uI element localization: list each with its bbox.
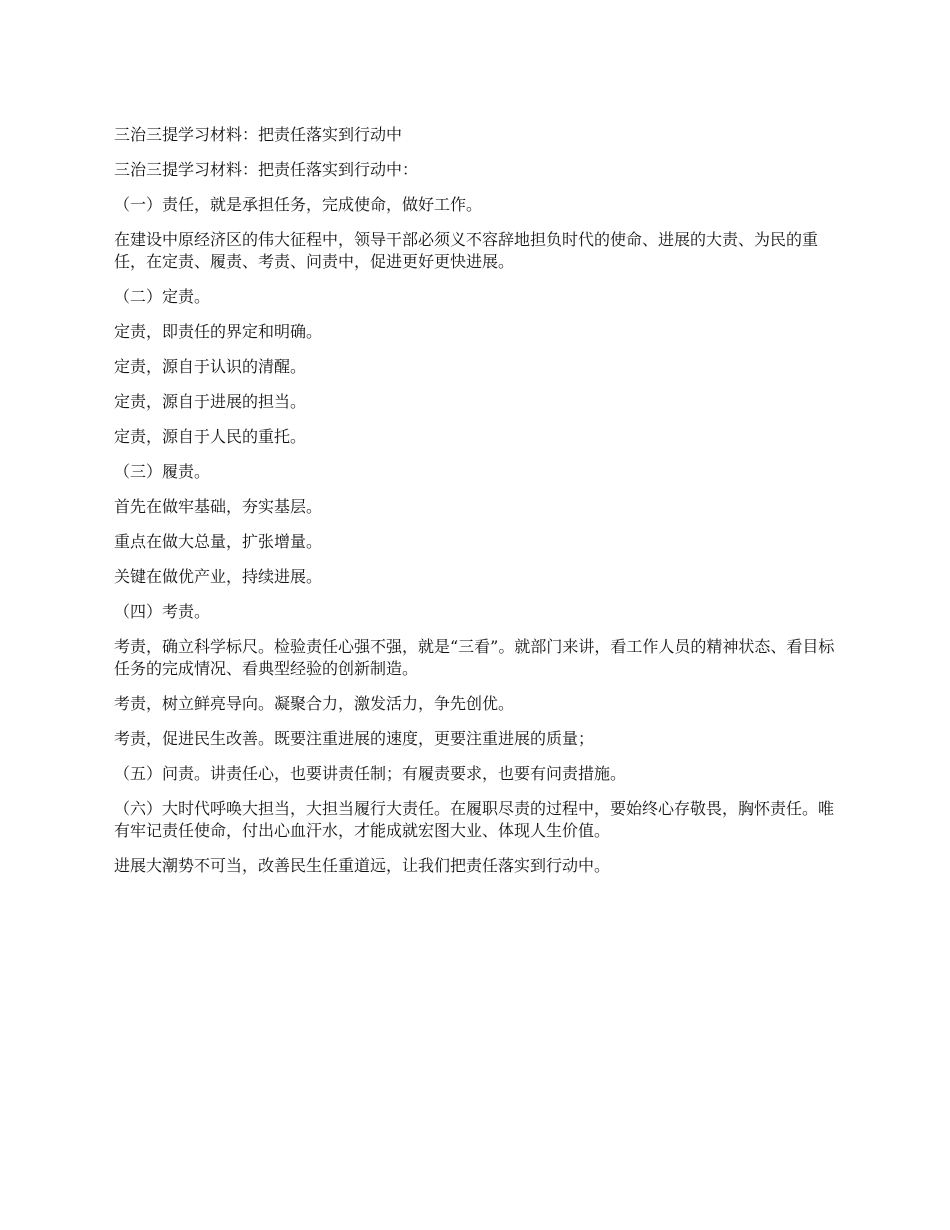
paragraph: 定责，源自于人民的重托。: [114, 427, 307, 446]
paragraph: 考责，促进民生改善。既要注重进展的速度，更要注重进展的质量；: [114, 729, 595, 748]
section-three-heading: （三）履责。: [114, 462, 211, 481]
paragraph: 首先在做牢基础，夯实基层。: [114, 497, 323, 516]
paragraph: 定责，源自于认识的清醒。: [114, 357, 307, 376]
section-six-heading: （六）大时代呼唤大担当，大担当履行大责任。在履职尽责的过程中，要始终心存敬畏，胸怀责任。唯有牢记责任使命，付出心血汗水，才能成就宏图大业、体现人生价值。: [114, 799, 835, 840]
paragraph: 定责，源自于进展的担当。: [114, 392, 307, 411]
paragraph: 考责，确立科学标尺。检验责任心强不强，就是“三看”。就部门来讲，看工作人员的精神状态、看目标任务的完成情况、看典型经验的创新制造。: [114, 637, 835, 678]
document-heading: 三治三提学习材料：把责任落实到行动中：: [114, 160, 419, 179]
section-four-heading: （四）考责。: [114, 602, 211, 621]
paragraph: 定责，即责任的界定和明确。: [114, 322, 323, 341]
paragraph: 考责，树立鲜亮导向。凝聚合力，激发活力，争先创优。: [114, 694, 515, 713]
document-body: [114, 124, 839, 890]
closing-paragraph: 进展大潮势不可当，改善民生任重道远，让我们把责任落实到行动中。: [114, 856, 611, 875]
section-one-heading: （一）责任，就是承担任务，完成使命，做好工作。: [114, 195, 483, 214]
paragraph: 重点在做大总量，扩张增量。: [114, 532, 323, 551]
paragraph: 关键在做优产业，持续进展。: [114, 567, 323, 586]
section-five-heading: （五）问责。讲责任心，也要讲责任制；有履责要求，也要有问责措施。: [114, 764, 627, 783]
section-two-heading: （二）定责。: [114, 287, 211, 306]
paragraph: 在建设中原经济区的伟大征程中，领导干部必须义不容辞地担负时代的使命、进展的大责、为民的重任，在定责、履责、考责、问责中，促进更好更快进展。: [114, 230, 819, 271]
document-title: 三治三提学习材料：把责任落实到行动中: [114, 125, 403, 144]
